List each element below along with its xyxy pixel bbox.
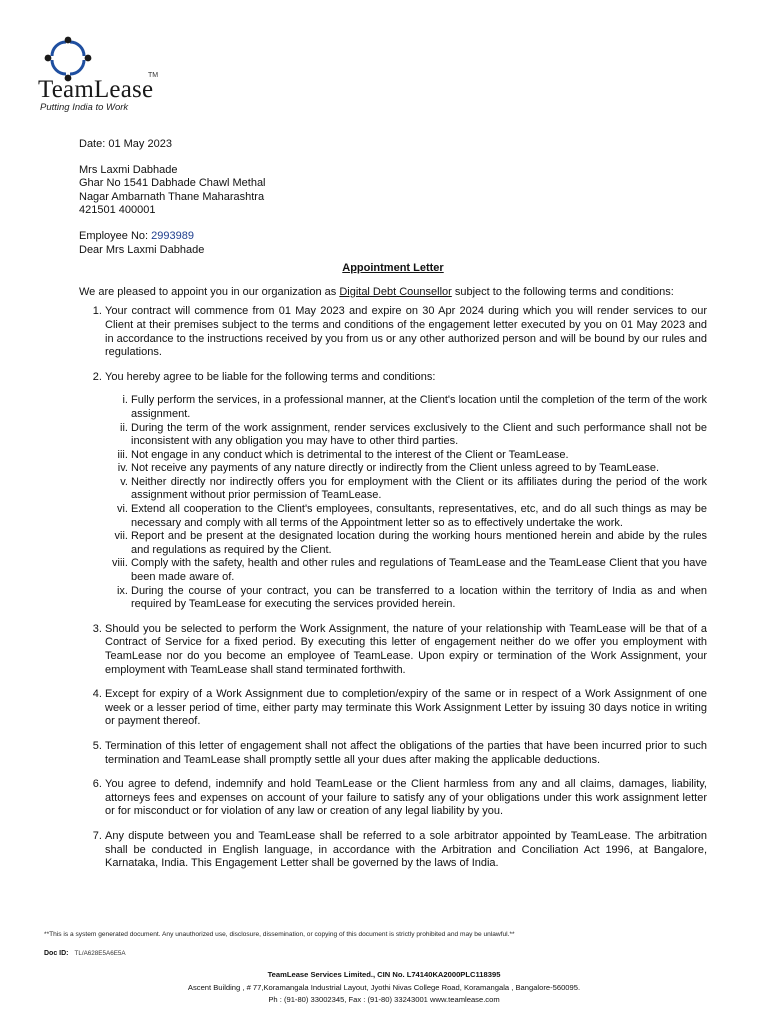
system-generated-disclaimer: **This is a system generated document. Any unauthorized use, disclosure, dissemination, or copying of this document is strictly prohibited and may be unlawful.**	[44, 931, 515, 938]
clause-1	[105, 305, 707, 359]
document-id	[44, 950, 126, 957]
clause-7	[105, 830, 707, 871]
clause-text: Any dispute between you and TeamLease shall be referred to a sole arbitrator appointed by TeamLease. The arbitration shall be conducted in English language, in accordance with the Arbitration and Conciliation Act 1996, at Bangalore, Karnataka, India. This Engagement Letter shall be governed by the laws of India.	[105, 829, 707, 870]
obligations-list	[105, 394, 707, 612]
terms-list	[79, 305, 707, 870]
subclause-ix: ix. During the course of your contract, you can be transferred to a location within the territory of India as and when required by TeamLease for executing the services provided herein.	[131, 585, 707, 612]
clause-text: You agree to defend, indemnify and hold TeamLease or the Client harmless from any and all claims, damages, liability, attorneys fees and expenses on account of your failure to satisfy any of your obligations under this work assignment letter or for misconduct or for violation of any law or creation of any legal liability by you.	[105, 778, 707, 818]
letter-title: Appointment Letter	[342, 262, 444, 275]
recipient-name: Mrs Laxmi Dabhade	[79, 163, 178, 176]
subclause-iv: iv. Not receive any payments of any nature directly or indirectly from the Client unless agreed to by TeamLease.	[131, 462, 707, 476]
company-contact: Ph : (91-80) 33002345, Fax : (91-80) 33243001 www.teamlease.com	[268, 995, 500, 1004]
clause-text: Your contract will commence from 01 May 2023 and expire on 30 Apr 2024 during which you will render services to our Client at their premises subject to the terms and conditions of the engagement letter executed by you on 01 May 2023 and in accordance to the instructions received by you from us or any other authorized person and will be bound by our rules and regulations.	[105, 305, 707, 359]
doc-id-value: TL/A628E5A6E5A	[74, 950, 126, 957]
clause-text: You hereby agree to be liable for the following terms and conditions:	[105, 370, 436, 383]
clause-4	[105, 688, 707, 729]
clause-5	[105, 740, 707, 767]
subclause-iii: iii. Not engage in any conduct which is detrimental to the interest of the Client or TeamLease.	[131, 449, 707, 463]
intro-text-post: subject to the following terms and conditions:	[451, 285, 674, 298]
clause-text: Termination of this letter of engagement shall not affect the obligations of the parties that have been incurred prior to such termination and TeamLease shall promptly settle all your dues after making the applicable deductions.	[105, 739, 707, 766]
logo-tagline: Putting India to Work	[40, 102, 129, 113]
company-address: Ascent Building , # 77,Koramangala Industrial Layout, Jyothi Nivas College Road, Koramangala , Bangalore-560095.	[187, 983, 581, 992]
clause-text: Except for expiry of a Work Assignment due to completion/expiry of the same or in respect of a Work Assignment of one week or a lesser period of time, either party may terminate this Work Assignment Letter by issuing 30 days notice in writing or payment thereof.	[105, 688, 707, 728]
recipient-address-line-2: Nagar Ambarnath Thane Maharashtra	[79, 190, 265, 203]
clause-3	[105, 623, 707, 677]
subclause-vi: vi. Extend all cooperation to the Client's employees, consultants, representatives, etc, and do all such things as may be necessary and comply with all terms of the Appointment letter so as to effectively undertake the work.	[131, 503, 707, 530]
clause-6	[105, 778, 707, 819]
employee-number: 2993989	[151, 229, 194, 242]
company-name-cin: TeamLease Services Limited., CIN No. L74140KA2000PLC118395	[267, 970, 501, 979]
recipient-address-line-3: 421501 400001	[79, 204, 156, 217]
subclause-vii: vii. Report and be present at the designated location during the working hours mentioned herein and abide by the rules and regulations as required by the Client.	[131, 530, 707, 557]
letter-body	[79, 138, 707, 882]
subclause-viii: viii. Comply with the safety, health and other rules and regulations of TeamLease and the TeamLease Client that you have been made aware of.	[131, 557, 707, 584]
letter-date: Date: 01 May 2023	[79, 138, 172, 150]
trademark-mark: TM	[148, 72, 159, 79]
subclause-ii: ii. During the term of the work assignment, render services exclusively to the Client and such performance shall not be inconsistent with any obligation you may have to other third parties.	[131, 422, 707, 449]
employee-number-label: Employee No:	[79, 229, 152, 242]
intro-paragraph	[79, 286, 707, 300]
intro-text-pre: We are pleased to appoint you in our organization as	[79, 285, 340, 298]
subclause-v: v. Neither directly nor indirectly offers you for employment with the Client or its affiliates during the period of the work assignment without prior permission of TeamLease.	[131, 476, 707, 503]
employee-number-line	[79, 230, 707, 244]
job-role: Digital Debt Counsellor	[339, 285, 452, 298]
clause-text: Should you be selected to perform the Work Assignment, the nature of your relationship with TeamLease will be that of a Contract of Service for a fixed period. By executing this letter of engagement neither do we offer you employment with TeamLease nor do you become an employee of TeamLease. Upon expiry or termination of the Work Assignment, your employment with TeamLease shall stand terminated forthwith.	[105, 622, 707, 676]
salutation: Dear Mrs Laxmi Dabhade	[79, 243, 205, 256]
logo-wordmark: TeamLease	[38, 76, 154, 103]
teamlease-logo	[36, 36, 166, 120]
clause-2	[105, 371, 707, 612]
doc-id-label: Doc ID:	[44, 950, 69, 957]
subclause-i: i. Fully perform the services, in a professional manner, at the Client's location until the completion of the term of the work assignment.	[131, 394, 707, 421]
recipient-address-line-1: Ghar No 1541 Dabhade Chawl Methal	[79, 177, 266, 190]
